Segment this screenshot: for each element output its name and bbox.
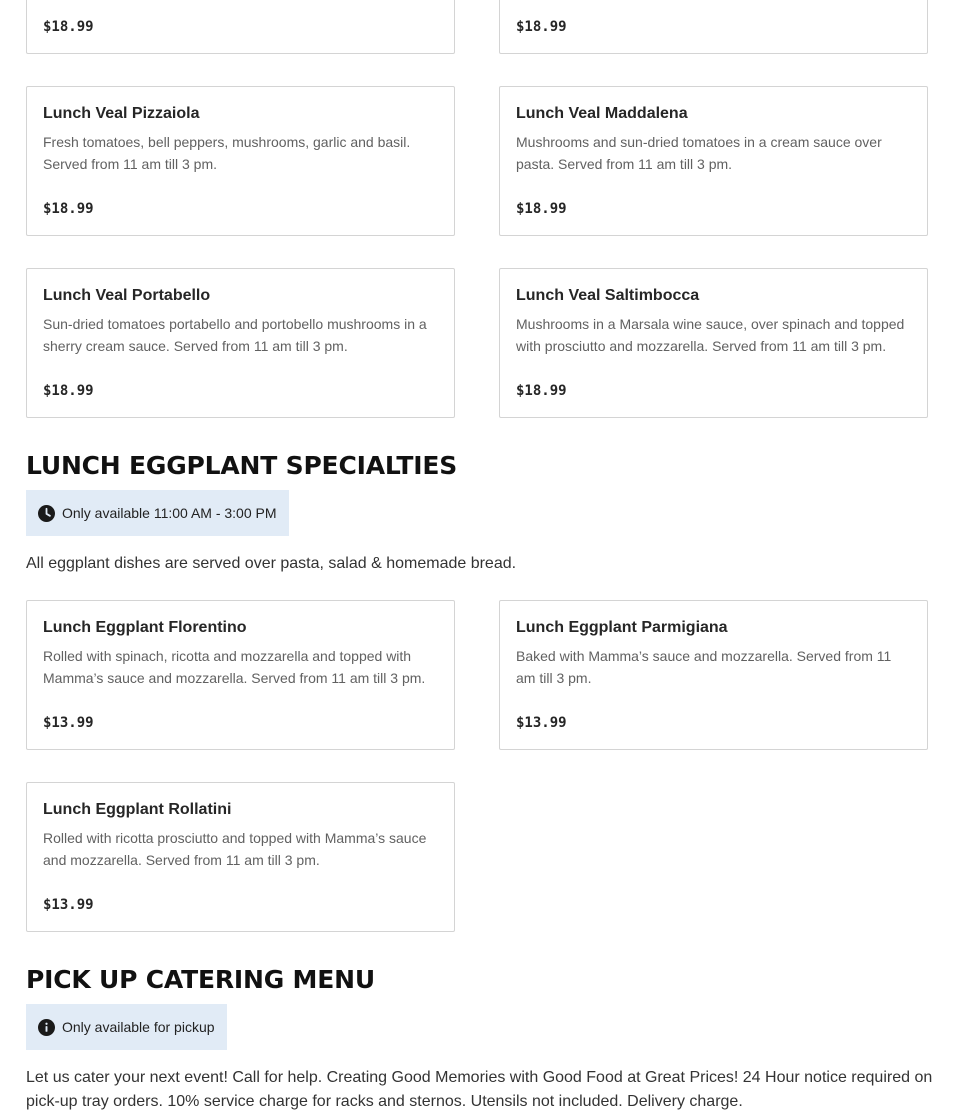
menu-item-description: Mushrooms in a Marsala wine sauce, over spinach and topped with prosciutto and mozzarella. Served from 11 am till 3 pm. [516,316,905,354]
availability-badge [26,490,289,536]
section-title: LUNCH EGGPLANT SPECIALTIES [26,451,458,480]
menu-item-card[interactable] [26,0,455,54]
menu-item-description: Mushrooms and sun-dried tomatoes in a cream sauce over pasta. Served from 11 am till 3 pm. [516,134,882,172]
info-icon [38,1019,55,1036]
section-description: Let us cater your next event! Call for help. Creating Good Memories with Good Food at Great Prices! 24 Hour notice required on pick-up tray orders. 10% service charge for racks and sternos. Utensils not included. Delivery charge. [26,1069,933,1110]
section-description: All eggplant dishes are served over pasta, salad & homemade bread. [26,555,517,572]
menu-item-price: $13.99 [43,715,94,731]
menu-item-name: Lunch Veal Maddalena [516,105,688,122]
menu-item-card[interactable] [26,600,455,750]
menu-item-card[interactable] [499,86,928,236]
menu-item-name: Lunch Veal Saltimbocca [516,287,700,304]
menu-item-card[interactable] [499,268,928,418]
menu-item-name: Lunch Eggplant Parmigiana [516,619,728,636]
menu-item-name: Lunch Eggplant Florentino [43,619,247,636]
menu-item-name: Lunch Veal Portabello [43,287,211,304]
menu-item-price: $18.99 [43,19,94,35]
menu-item-name: Lunch Eggplant Rollatini [43,801,232,818]
menu-item-card[interactable] [26,268,455,418]
menu-item-price: $18.99 [516,383,567,399]
clock-icon [38,505,55,522]
menu-item-price: $13.99 [43,897,94,913]
section-title: PICK UP CATERING MENU [26,965,375,994]
menu-item-description: Fresh tomatoes, bell peppers, mushrooms, garlic and basil. Served from 11 am till 3 pm. [43,134,411,172]
menu-item-card[interactable] [499,600,928,750]
menu-item-price: $13.99 [516,715,567,731]
menu-item-price: $18.99 [43,201,94,217]
menu-item-description: Rolled with spinach, ricotta and mozzarella and topped with Mamma’s sauce and mozzarella. Served from 11 am till 3 pm. [43,648,426,686]
menu-item-description: Rolled with ricotta prosciutto and topped with Mamma’s sauce and mozzarella. Served from 11 am till 3 pm. [43,830,427,868]
menu-item-card[interactable] [26,86,455,236]
menu-item-card[interactable] [26,782,455,932]
menu-item-price: $18.99 [43,383,94,399]
availability-text: Only available for pickup [62,1019,215,1035]
availability-text: Only available 11:00 AM - 3:00 PM [62,505,277,521]
menu-item-card[interactable] [499,0,928,54]
menu-item-price: $18.99 [516,201,567,217]
availability-badge [26,1004,227,1050]
menu-item-description: Sun-dried tomatoes portabello and portobello mushrooms in a sherry cream sauce. Served from 11 am till 3 pm. [43,316,427,354]
menu-item-name: Lunch Veal Pizzaiola [43,105,200,122]
menu-item-price: $18.99 [516,19,567,35]
menu-item-description: Baked with Mamma’s sauce and mozzarella. Served from 11 am till 3 pm. [516,648,892,686]
